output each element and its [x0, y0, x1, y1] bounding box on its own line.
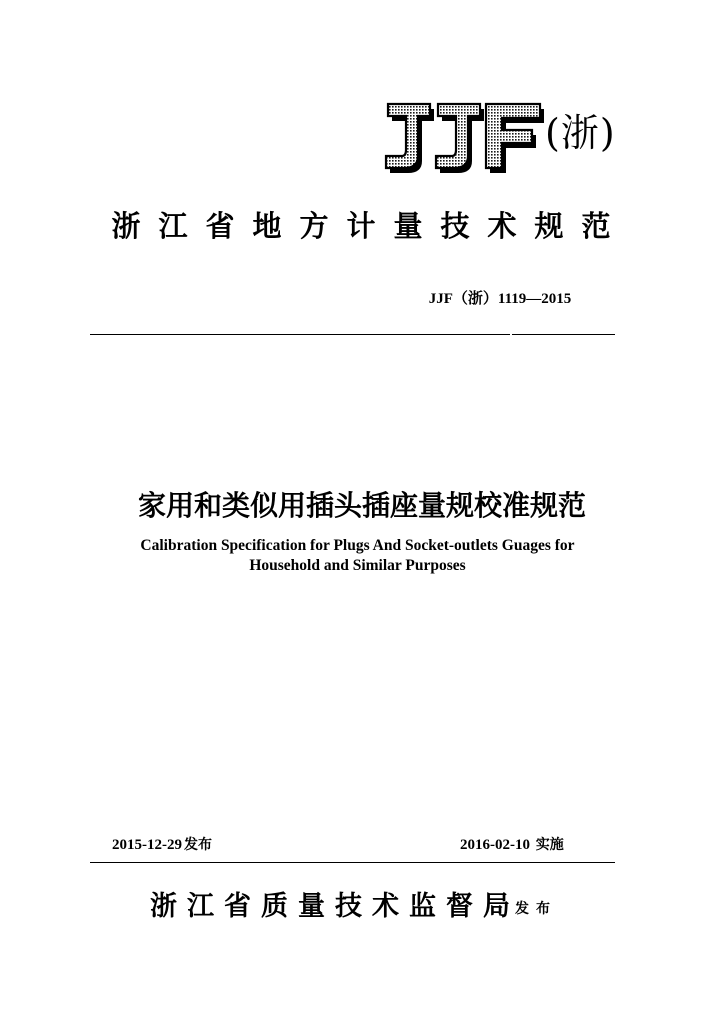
document-title-cn: 家用和类似用插头插座量规校准规范 — [137, 489, 586, 522]
org-title: 浙江省地方计量技术规范 — [111, 209, 629, 243]
top-divider-segment — [512, 334, 615, 335]
issuing-authority-suffix: 发布 — [515, 901, 557, 917]
effective-date: 2016-02-10 — [460, 837, 530, 853]
document-title-en-line1: Calibration Specification for Plugs And Socket-outlets Guages for — [140, 537, 575, 554]
spec-code: JJF（浙）1119—2015 — [428, 291, 572, 307]
effective-label: 实施 — [535, 837, 564, 853]
issuing-authority: 浙江省质量技术监督局 — [150, 891, 520, 922]
top-divider — [90, 334, 510, 335]
bottom-divider — [90, 862, 615, 863]
effective-date-line — [460, 834, 564, 854]
logo-province-suffix: (浙) — [545, 111, 616, 155]
issue-date-line — [112, 834, 212, 854]
document-title-en — [90, 536, 625, 576]
jjf-logo-mark — [380, 100, 545, 176]
document-title-en-line2: Household and Similar Purposes — [249, 557, 466, 574]
issue-date: 2015-12-29 — [112, 837, 182, 853]
issue-label: 发布 — [184, 837, 212, 853]
